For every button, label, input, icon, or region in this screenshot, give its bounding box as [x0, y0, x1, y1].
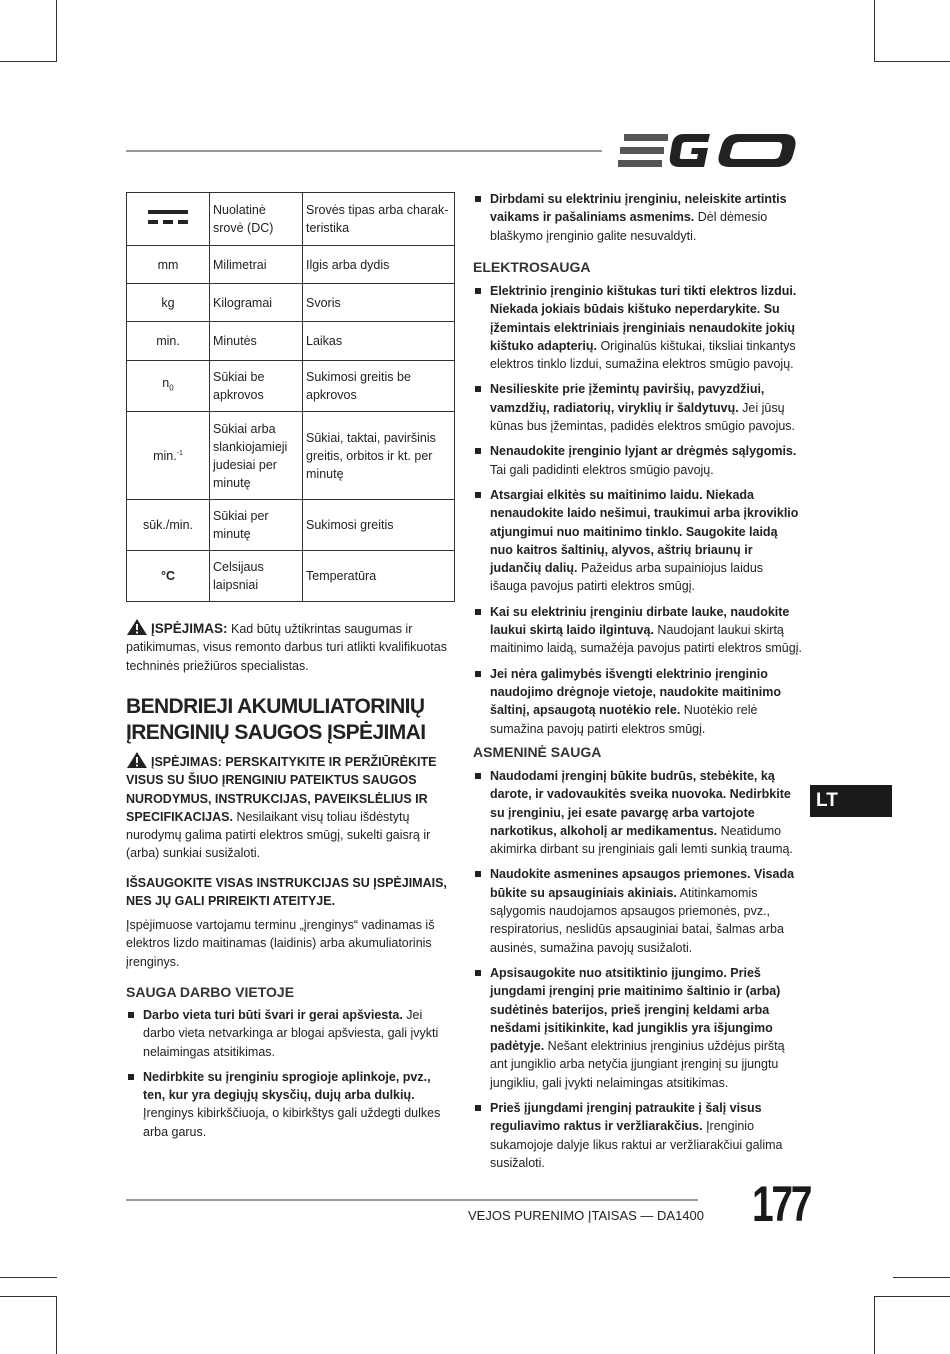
list-item — [473, 1099, 803, 1172]
symbol-cell: °C — [127, 551, 210, 602]
electrical-list — [473, 282, 803, 745]
symbol-superscript: -1 — [176, 450, 183, 458]
item-bold: Apsisaugokite nuo atsitiktinio įjungimo. Prieš jungdami įrenginį prie maitinimo šaltinio ir (arba) sudėtinės baterijos, prieš įrenginį keldami arba nešdami įsitikinkite, kad jungiklis yra išjungimo padėtyje. — [490, 965, 781, 1054]
list-item — [473, 665, 803, 738]
warning-triangle-icon — [126, 618, 148, 636]
warning-label: ĮSPĖJIMAS: PERSKAITYKITE IR PERŽIŪRĖKITE VISUS SU ŠIUO ĮRENGINIU PATEIKTUS SAUGOS NURODYMUS, INSTRUKCIJAS, PAVEIKSLĖLIUS IR SPECIFIKACIJAS. — [126, 755, 437, 824]
crop-mark — [0, 1296, 57, 1297]
name-cell: Sūkiai arba slankiojamieji judesiai per minutę — [210, 412, 303, 500]
item-text: Įrenginio sukamojoje dalyje likus raktui ar veržliarakčiui galima susižaloti. — [490, 1119, 783, 1170]
list-item — [473, 380, 803, 435]
name-cell: Sūkiai be apkrovos — [210, 361, 303, 412]
footer-rule — [126, 1199, 698, 1201]
warning-reliability — [126, 618, 456, 675]
personal-title: ASMENINĖ SAUGA — [473, 744, 602, 760]
list-item — [473, 190, 803, 245]
item-bold: Atsargiai elkitės su maitinimo laidu. Niekada nenaudokite laido nešimui, traukimui arba įkroviklio atjungimui nuo maitinimo tinklo. Saugokite laidą nuo kaitros šaltinių, alyvos, aštrių briaunų ir judančių dalių. — [490, 487, 799, 576]
list-item — [473, 865, 803, 956]
item-text: Dėl dėmesio blaškymo įrenginio galite nesuvaldyti. — [490, 210, 768, 243]
work-area-list — [126, 1006, 456, 1148]
page-number: 177 — [752, 1176, 811, 1232]
electrical-title: ELEKTROSAUGA — [473, 259, 591, 275]
table-row — [127, 284, 455, 322]
warning-text: Kad būtų užtikrintas saugumas ir patikimumas, visus remonto darbus turi atlikti kvalifikuotas techninės priežiūros specialistas. — [126, 622, 447, 673]
dc-current-icon — [146, 206, 190, 228]
meaning-cell: Sūkiai, taktai, paviršinis greitis, orbitos ir kt. per minutę — [303, 412, 455, 500]
list-item — [473, 486, 803, 596]
table-row — [127, 500, 455, 551]
symbol-cell — [127, 193, 210, 246]
meaning-cell: Sukimosi greitis — [303, 500, 455, 551]
name-cell: Kilogramai — [210, 284, 303, 322]
list-item — [473, 282, 803, 373]
item-text: Neatidumo akimirka dirbant su įrenginiais gali lemti sunkią traumą. — [490, 823, 793, 857]
language-tab: LT — [810, 785, 892, 817]
list-item — [473, 767, 803, 858]
save-instructions: IŠSAUGOKITE VISAS INSTRUKCIJAS SU ĮSPĖJIMAIS, NES JŲ GALI PRIREIKTI ATEITYJE. — [126, 876, 447, 909]
symbol-cell — [127, 361, 210, 412]
crop-mark — [0, 61, 57, 62]
name-cell: Nuolatinė srovė (DC) — [210, 193, 303, 246]
table-row — [127, 246, 455, 284]
list-item — [473, 964, 803, 1092]
meaning-cell: Svoris — [303, 284, 455, 322]
section-title: BENDRIEJI AKUMULIATORINIŲ ĮRENGINIŲ SAUGOS ĮSPĖJIMAI — [126, 695, 426, 744]
crop-mark — [56, 0, 57, 62]
table-row — [127, 322, 455, 361]
meaning-cell: Sukimosi greitis be apkrovos — [303, 361, 455, 412]
table-row — [127, 412, 455, 500]
item-bold: Naudodami įrenginį būkite budrūs, stebėkite, ką darote, ir vadovaukitės sveika nuovoka. Nedirbkite su įrenginiu, jei esate pavargę arba vartojote narkotikus, alkoholį ar medikamentus. — [490, 769, 791, 838]
item-bold: Prieš įjungdami įrenginį patraukite į šalį visus reguliavimo raktus ir veržliarakčius. — [490, 1101, 762, 1134]
meaning-cell: Srovės tipas arba charak-teristika — [303, 193, 455, 246]
table-row — [127, 551, 455, 602]
item-bold: Kai su elektriniu įrenginiu dirbate lauke, naudokite laukui skirtą laido ilgintuvą. — [490, 604, 790, 638]
crop-mark — [874, 0, 875, 62]
item-text: Įrenginys kibirkščiuoja, o kibirkštys gali uždegti dulkes arba garus. — [143, 1106, 441, 1139]
work-area-title: SAUGA DARBO VIETOJE — [126, 984, 295, 1000]
warning-text: Nesilaikant visų toliau išdėstytų nurodymų galima patirti elektros smūgį, sukelti gaisrą ir (arba) sunkiai susižaloti. — [126, 809, 431, 861]
crop-mark — [874, 1296, 875, 1354]
symbol-subscript: 0 — [169, 383, 174, 393]
crop-mark — [56, 1296, 57, 1354]
symbol-cell: kg — [127, 284, 210, 322]
meaning-cell: Laikas — [303, 322, 455, 361]
name-cell: Milimetrai — [210, 246, 303, 284]
item-bold: Nesilieskite prie įžemintų paviršių, pavyzdžiui, vamzdžių, radiatorių, viryklių ir šaldytuvų. — [490, 382, 765, 415]
symbols-table — [126, 192, 455, 602]
header-rule — [126, 150, 602, 152]
table-row — [127, 361, 455, 412]
name-cell: Minutės — [210, 322, 303, 361]
warning-read-all — [126, 751, 456, 863]
item-text: Jei jūsų kūnas bus įžemintas, padidės elektros smūgio pavojus. — [490, 400, 796, 434]
crop-mark — [874, 1296, 950, 1297]
item-text: Tai gali padidinti elektros smūgio pavojų. — [490, 462, 714, 477]
symbol-cell — [127, 412, 210, 500]
item-text: Nešant elektrinius įrenginius uždėjus pirštą ant jungiklio arba netyčia įjungiant įrenginį su įjungtu jungikliu, gali įvykti nelaimingas atsitikimas. — [490, 1039, 785, 1090]
item-text: Jei darbo vieta netvarkinga ar blogai apšviesta, gali įvykti nelaimingas atsitikimas. — [143, 1008, 439, 1059]
name-cell: Celsijaus laipsniai — [210, 551, 303, 602]
item-text: Originalūs kištukai, tiksliai tinkantys elektros tinklo lizdui, sumažina elektros smūgio pavojų. — [490, 338, 796, 372]
item-bold: Nenaudokite įrenginio lyjant ar drėgmės sąlygomis. — [490, 444, 797, 459]
symbol-cell: mm — [127, 246, 210, 284]
ego-logo — [618, 128, 800, 172]
item-text: Pažeidus arba supainiojus laidus išauga pavojus patirti elektros smūgį. — [490, 561, 764, 594]
work-area-list-continued — [473, 190, 803, 252]
meaning-cell: Ilgis arba dydis — [303, 246, 455, 284]
term-note: Įspėjimuose vartojamu terminu „įrenginys“ vadinamas iš elektros lizdo maitinamas (laidinis) arba akumuliatorinis įrenginys. — [126, 918, 435, 969]
list-item — [473, 442, 803, 479]
item-bold: Elektrinio įrenginio kištukas turi tikti elektros lizdui. Niekada jokiais būdais kištuko neperdarykite. Su įžemintais elektriniais įrenginiais nenaudokite jokių kištuko adapterių. — [490, 284, 797, 353]
table-row — [127, 193, 455, 246]
list-item — [126, 1006, 456, 1061]
symbol-text: n — [162, 376, 170, 391]
footer-title: VEJOS PURENIMO ĮTAISAS — DA1400 — [468, 1208, 704, 1223]
list-item — [126, 1068, 456, 1141]
name-cell: Sūkiai per minutę — [210, 500, 303, 551]
warning-triangle-icon — [126, 751, 148, 769]
crop-mark — [0, 1277, 57, 1278]
crop-mark — [874, 61, 950, 62]
item-text: Nuotėkio relė sumažina pavojų patirti elektros smūgį. — [490, 703, 758, 736]
symbol-cell: sūk./min. — [127, 500, 210, 551]
item-bold: Jei nėra galimybės išvengti elektrinio įrenginio naudojimo drėgnoje vietoje, naudokite maitinimo šaltinį, apsaugotą nuotėkio rele. — [490, 666, 782, 718]
warning-label: ĮSPĖJIMAS: — [151, 621, 228, 636]
crop-mark — [893, 1277, 950, 1278]
personal-list — [473, 767, 803, 1179]
meaning-cell: Temperatūra — [303, 551, 455, 602]
symbol-cell: min. — [127, 322, 210, 361]
item-bold: Nedirbkite su įrenginiu sprogioje aplinkoje, pvz., ten, kur yra degiųjų skysčių, dujų arba dulkių. — [143, 1069, 431, 1103]
list-item — [473, 603, 803, 658]
item-text: Naudojant laukui skirtą maitinimo laidą, sumažėja pavojus patirti elektros smūgį. — [490, 623, 802, 656]
symbol-text: min. — [153, 449, 177, 464]
item-text: Atitinkamomis sąlygomis naudojamos apsaugos priemonės, pvz., respiratorius, neslidūs apsauginiai batai, šalmas arba ausinės, sumažina pavojų susižaloti. — [490, 885, 784, 955]
item-bold: Naudokite asmenines apsaugos priemones. Visada būkite su apsauginiais akiniais. — [490, 867, 795, 900]
item-bold: Darbo vieta turi būti švari ir gerai apšviesta. — [143, 1008, 403, 1022]
item-bold: Dirbdami su elektriniu įrenginiu, neleiskite artintis vaikams ir pašaliniams asmenims. — [490, 192, 787, 225]
